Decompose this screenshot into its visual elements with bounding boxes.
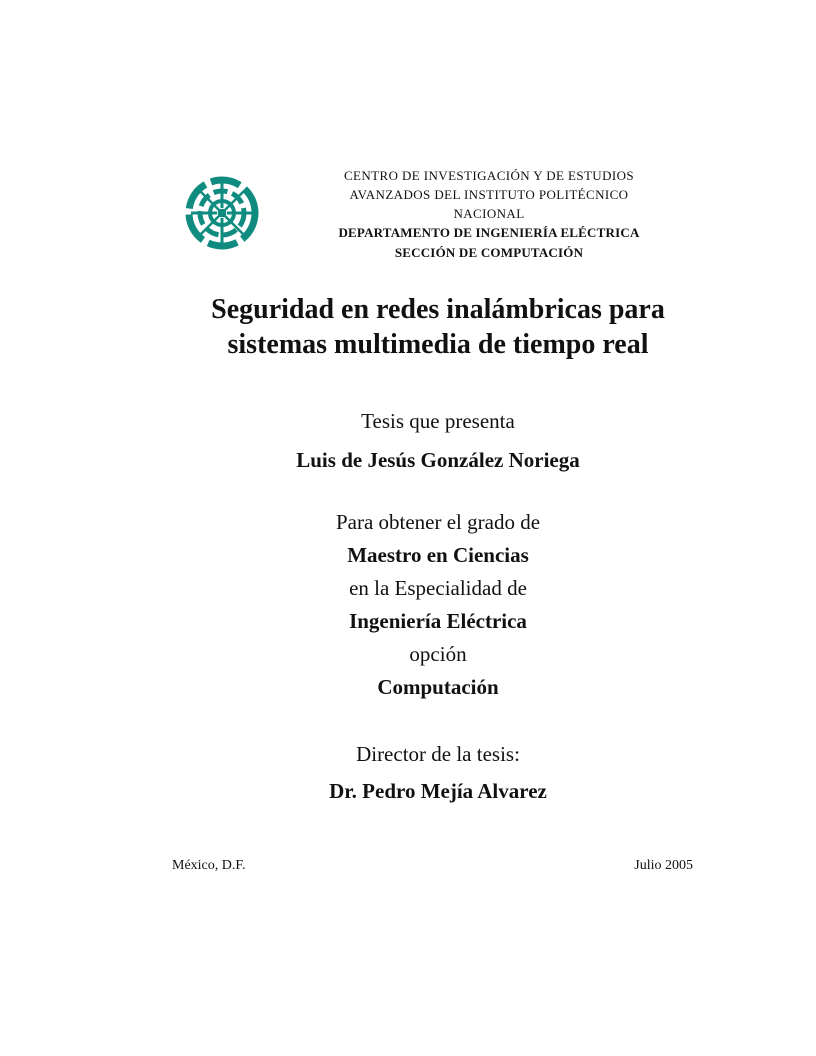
specialty-label: en la Especialidad de xyxy=(349,576,527,600)
presenter-name: Luis de Jesús González Noriega xyxy=(296,448,580,472)
institution-line-2: AVANZADOS DEL INSTITUTO POLITÉCNICO xyxy=(349,187,629,202)
degree-name: Maestro en Ciencias xyxy=(347,543,529,567)
cinvestav-logo-icon xyxy=(183,174,261,252)
degree-label: Para obtener el grado de xyxy=(335,510,541,534)
option-label: opción xyxy=(409,642,467,666)
specialty-name: Ingeniería Eléctrica xyxy=(349,609,527,633)
degree-block xyxy=(100,506,776,704)
department-name: DEPARTAMENTO DE INGENIERÍA ELÉCTRICA xyxy=(338,225,640,240)
presenter-block xyxy=(100,405,776,477)
advisor-block xyxy=(100,738,776,808)
thesis-title xyxy=(120,292,756,362)
footer-date: Julio 2005 xyxy=(634,858,693,873)
option-name: Computación xyxy=(377,675,499,699)
institution-header xyxy=(284,166,694,263)
institution-line-1: CENTRO DE INVESTIGACIÓN Y DE ESTUDIOS xyxy=(343,168,635,183)
section-name: SECCIÓN DE COMPUTACIÓN xyxy=(394,245,584,260)
presenter-label: Tesis que presenta xyxy=(361,409,515,433)
institution-line-3: NACIONAL xyxy=(453,206,525,221)
thesis-title-line-2: sistemas multimedia de tiempo real xyxy=(227,329,649,360)
footer-place: México, D.F. xyxy=(172,858,246,873)
advisor-name: Dr. Pedro Mejía Alvarez xyxy=(329,779,547,803)
advisor-label: Director de la tesis: xyxy=(356,742,520,766)
thesis-title-line-1: Seguridad en redes inalámbricas para xyxy=(211,294,665,325)
